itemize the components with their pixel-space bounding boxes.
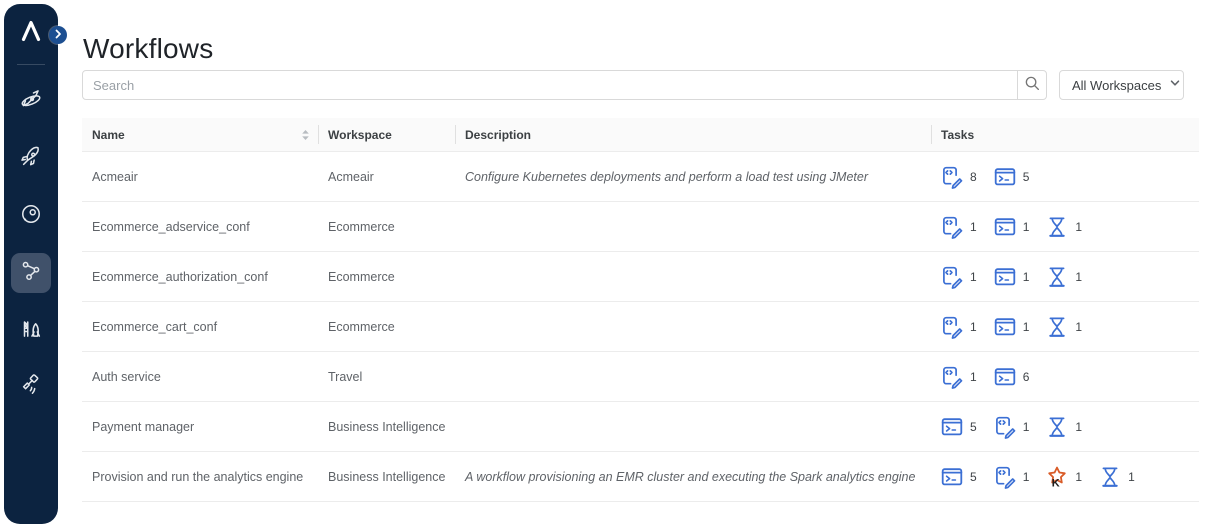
column-header-workspace <box>318 118 455 151</box>
table-header <box>82 118 1199 152</box>
task-terminal <box>993 365 1030 389</box>
search-icon <box>1024 75 1041 95</box>
table-row[interactable] <box>82 252 1199 302</box>
task-code-edit <box>993 415 1030 439</box>
terminal-icon <box>993 365 1017 389</box>
task-count: 1 <box>1022 419 1030 434</box>
task-count: 5 <box>1022 169 1030 184</box>
workflow-name: Payment manager <box>92 419 195 434</box>
search-input[interactable] <box>82 70 1027 100</box>
code-edit-icon <box>940 265 964 289</box>
workflow-tasks <box>931 315 1199 339</box>
task-count: 5 <box>970 469 977 484</box>
workflow-tasks <box>931 415 1199 439</box>
task-count: 1 <box>1022 219 1030 234</box>
code-edit-icon <box>940 215 964 239</box>
satellite-icon <box>18 372 44 403</box>
column-header-tasks <box>931 118 1199 151</box>
task-count: 1 <box>1022 469 1030 484</box>
task-count: 6 <box>1022 369 1030 384</box>
workflow-tasks <box>931 365 1199 389</box>
sidebar-item-launchpad[interactable] <box>11 310 51 350</box>
sidebar-item-workflow-graph[interactable] <box>11 253 51 293</box>
task-count: 1 <box>1075 469 1083 484</box>
task-code-edit <box>940 315 977 339</box>
table-row[interactable] <box>82 452 1199 502</box>
workspace-filter-value: All Workspaces <box>1072 77 1162 93</box>
task-count: 1 <box>1128 469 1135 484</box>
workflow-tasks <box>931 165 1199 189</box>
task-code-edit <box>940 165 977 189</box>
code-edit-icon <box>940 365 964 389</box>
workflow-workspace: Ecommerce <box>328 319 395 334</box>
workflow-workspace: Travel <box>328 369 363 384</box>
workflow-workspace: Ecommerce <box>328 219 395 234</box>
sidebar-nav <box>4 82 58 407</box>
sidebar-expand-button[interactable] <box>49 26 67 44</box>
workflow-tasks <box>931 215 1199 239</box>
task-hourglass <box>1045 415 1082 439</box>
task-hourglass <box>1098 465 1135 489</box>
task-count: 8 <box>970 169 977 184</box>
task-code-edit <box>993 465 1030 489</box>
table-row[interactable] <box>82 302 1199 352</box>
workflow-tasks <box>931 465 1199 489</box>
workflow-description: A workflow provisioning an EMR cluster and executing the Spark analytics engine <box>465 469 916 484</box>
sidebar-divider <box>17 64 45 65</box>
workflows-table <box>82 118 1199 502</box>
workflow-name: Ecommerce_adservice_conf <box>92 219 250 234</box>
spaceship-icon <box>18 87 44 118</box>
terminal-icon <box>993 215 1017 239</box>
table-row[interactable] <box>82 202 1199 252</box>
hourglass-icon <box>1045 315 1069 339</box>
sort-icon[interactable] <box>301 129 310 141</box>
column-header-name-label: Name <box>92 127 125 142</box>
task-terminal <box>940 465 977 489</box>
sidebar-item-orbit[interactable] <box>11 196 51 236</box>
task-hourglass <box>1045 315 1082 339</box>
task-count: 1 <box>970 319 977 334</box>
task-hourglass <box>1045 215 1082 239</box>
task-count: 1 <box>1075 219 1083 234</box>
orbit-icon <box>18 201 44 232</box>
workflow-workspace: Ecommerce <box>328 269 395 284</box>
workflow-workspace: Business Intelligence <box>328 469 446 484</box>
sidebar-item-spaceship[interactable] <box>11 82 51 122</box>
hourglass-icon <box>1045 265 1069 289</box>
terminal-icon <box>993 315 1017 339</box>
task-count: 1 <box>970 369 977 384</box>
code-edit-icon <box>993 415 1017 439</box>
terminal-icon <box>940 465 964 489</box>
workspace-filter-select[interactable] <box>1059 70 1184 100</box>
workflow-name: Acmeair <box>92 169 138 184</box>
search-button[interactable] <box>1017 70 1047 100</box>
task-count: 1 <box>970 219 977 234</box>
launchpad-icon <box>18 315 44 346</box>
code-edit-icon <box>940 165 964 189</box>
workflow-tasks <box>931 265 1199 289</box>
task-code-edit <box>940 265 977 289</box>
chevron-down-icon <box>1169 76 1181 94</box>
table-row[interactable] <box>82 402 1199 452</box>
astronomer-logo-icon[interactable] <box>16 16 46 51</box>
sidebar-item-rocket[interactable] <box>11 139 51 179</box>
code-edit-icon <box>940 315 964 339</box>
task-code-edit <box>940 365 977 389</box>
workflow-name: Provision and run the analytics engine <box>92 469 304 484</box>
task-terminal <box>993 315 1030 339</box>
task-count: 1 <box>1022 319 1030 334</box>
task-count: 1 <box>1075 269 1083 284</box>
workflow-workspace: Acmeair <box>328 169 374 184</box>
column-header-tasks-label: Tasks <box>941 127 975 142</box>
page-title: Workflows <box>83 32 214 64</box>
column-header-description-label: Description <box>465 127 532 142</box>
task-star-k <box>1045 465 1082 489</box>
workflow-name: Ecommerce_authorization_conf <box>92 269 268 284</box>
table-row[interactable] <box>82 152 1199 202</box>
hourglass-icon <box>1045 215 1069 239</box>
task-hourglass <box>1045 265 1082 289</box>
column-header-workspace-label: Workspace <box>328 127 392 142</box>
sidebar <box>4 4 58 524</box>
workflow-graph-icon <box>18 258 44 289</box>
table-body <box>82 152 1199 502</box>
task-count: 1 <box>1075 319 1083 334</box>
task-code-edit <box>940 215 977 239</box>
task-terminal <box>993 165 1030 189</box>
task-count: 1 <box>1075 419 1083 434</box>
hourglass-icon <box>1098 465 1122 489</box>
task-terminal <box>993 265 1030 289</box>
task-count: 1 <box>1022 269 1030 284</box>
task-terminal <box>993 215 1030 239</box>
workflow-workspace: Business Intelligence <box>328 419 446 434</box>
column-header-name[interactable] <box>82 118 318 151</box>
task-terminal <box>940 415 977 439</box>
workflow-description: Configure Kubernetes deployments and perform a load test using JMeter <box>465 169 869 184</box>
sidebar-item-satellite[interactable] <box>11 367 51 407</box>
workflow-name: Ecommerce_cart_conf <box>92 319 218 334</box>
column-header-description <box>455 118 931 151</box>
terminal-icon <box>993 165 1017 189</box>
svg-text:K: K <box>1052 477 1061 489</box>
star-k-icon <box>1045 465 1069 489</box>
table-row[interactable] <box>82 352 1199 402</box>
terminal-icon <box>940 415 964 439</box>
rocket-icon <box>18 144 44 175</box>
workflow-name: Auth service <box>92 369 161 384</box>
task-count: 5 <box>970 419 977 434</box>
hourglass-icon <box>1045 415 1069 439</box>
task-count: 1 <box>970 269 977 284</box>
code-edit-icon <box>993 465 1017 489</box>
chevron-right-icon <box>53 26 63 44</box>
terminal-icon <box>993 265 1017 289</box>
